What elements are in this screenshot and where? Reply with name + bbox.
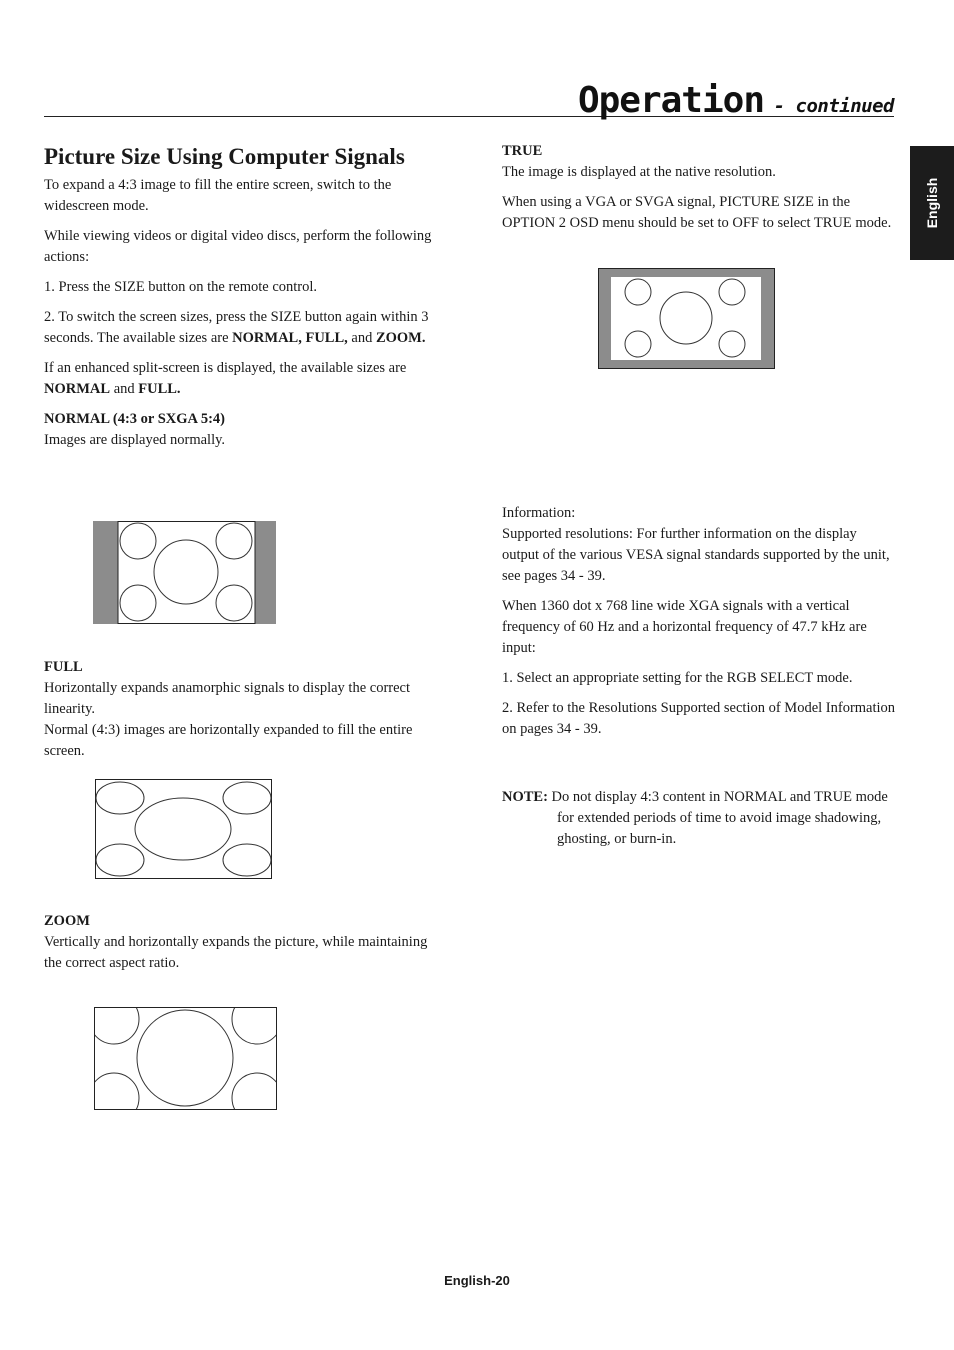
zoom-title: ZOOM <box>44 913 90 929</box>
full-text-1: Horizontally expands anamorphic signals to display the correct linearity. <box>44 680 411 717</box>
language-tab-label: English <box>924 177 940 229</box>
language-tab <box>910 146 954 260</box>
zoom-mode-illustration <box>94 1007 277 1110</box>
true-text: The image is displayed at the native resolution. <box>502 164 776 180</box>
normal-mode-illustration <box>93 521 276 624</box>
info-step-2: 2. Refer to the Resolutions Supported section of Model Information on pages 34 - 39. <box>502 700 896 737</box>
note-text: Do not display 4:3 content in NORMAL and TRUE mode for extended periods of time to avoid image shadowing, ghosting, or burn-in. <box>551 789 888 847</box>
intro-paragraph: To expand a 4:3 image to fill the entire screen, switch to the widescreen mode. <box>44 177 392 214</box>
full-mode-illustration <box>95 779 272 879</box>
info-text: Supported resolutions: For further information on the display output of the various VESA signal standards supported by the unit, see pages 34 - 39. <box>502 526 890 584</box>
full-section <box>44 657 436 762</box>
page-number: English-20 <box>444 1273 510 1288</box>
true-mode-illustration <box>598 268 775 369</box>
info-step-1: 1. Select an appropriate setting for the RGB SELECT mode. <box>502 670 853 686</box>
note-block <box>502 787 896 859</box>
note-label: NOTE: <box>502 789 548 805</box>
step-2-bold-zoom: ZOOM. <box>375 330 426 346</box>
xga-paragraph: When 1360 dot x 768 line wide XGA signals with a vertical frequency of 60 Hz and a horizontal frequency of 47.7 kHz are input: <box>502 598 867 656</box>
left-column <box>44 142 436 451</box>
step-2 <box>44 307 436 349</box>
normal-text: Images are displayed normally. <box>44 432 226 448</box>
split-full: FULL. <box>138 381 181 397</box>
section-heading: Picture Size Using Computer Signals <box>44 144 405 169</box>
normal-section <box>44 409 436 451</box>
split-screen-paragraph <box>44 358 436 400</box>
right-column-info <box>502 503 896 749</box>
zoom-section <box>44 911 436 974</box>
page-header <box>578 80 894 121</box>
full-text-2: Normal (4:3) images are horizontally expanded to fill the entire screen. <box>44 722 413 759</box>
step-2-and: and <box>347 330 376 346</box>
full-title: FULL <box>44 659 83 675</box>
info-label: Information: <box>502 505 576 521</box>
split-normal: NORMAL <box>44 381 111 397</box>
step-2-text: 2. To switch the screen sizes, press the SIZE button again within 3 seconds. The available sizes are <box>44 309 429 346</box>
split-text: If an enhanced split-screen is displayed, the available sizes are <box>44 360 407 376</box>
step-2-bold-sizes: NORMAL, FULL, <box>232 330 348 346</box>
header-title: Operation <box>577 80 765 121</box>
actions-paragraph: While viewing videos or digital video discs, perform the following actions: <box>44 228 432 265</box>
true-title: TRUE <box>502 143 543 159</box>
header-subtitle: - continued <box>773 95 894 117</box>
zoom-text: Vertically and horizontally expands the picture, while maintaining the correct aspect ratio. <box>44 934 428 971</box>
step-1: 1. Press the SIZE button on the remote control. <box>44 279 318 295</box>
true-text-2: When using a VGA or SVGA signal, PICTURE SIZE in the OPTION 2 OSD menu should be set to OFF to select TRUE mode. <box>502 194 892 231</box>
normal-title: NORMAL (4:3 or SXGA 5:4) <box>44 411 225 427</box>
split-and: and <box>110 381 139 397</box>
right-column-top <box>502 141 896 243</box>
